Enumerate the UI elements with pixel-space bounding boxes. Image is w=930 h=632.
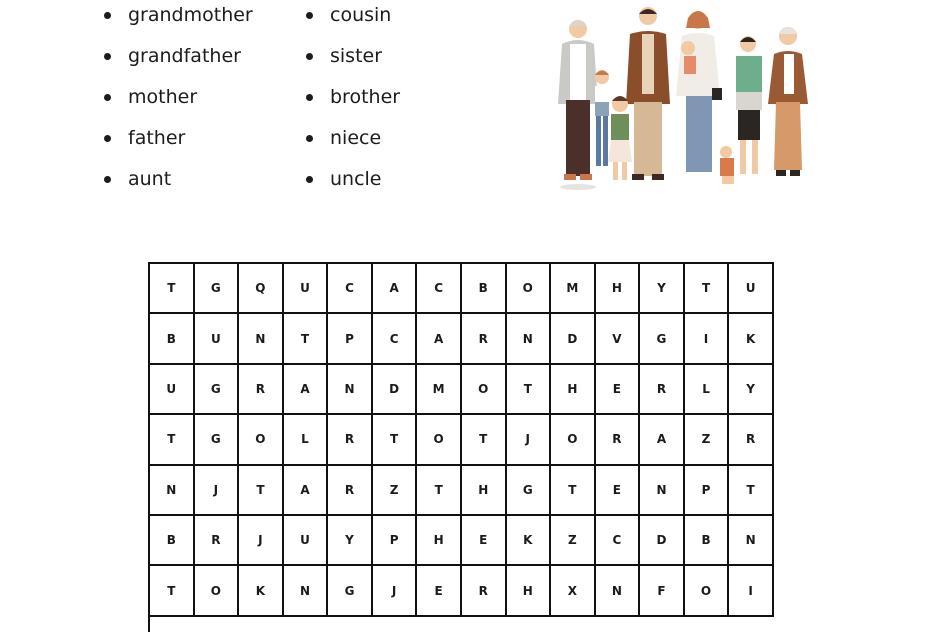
grid-cell: P (373, 516, 418, 566)
word-item (306, 2, 391, 28)
grid-cell: R (462, 566, 507, 616)
grid-cell: A (417, 314, 462, 364)
grid-cell: T (150, 415, 195, 465)
grid-cell: C (373, 314, 418, 364)
grid-cell: C (596, 516, 641, 566)
word-label: mother (128, 86, 198, 108)
grid-cell: D (373, 365, 418, 415)
bullet-icon (104, 176, 111, 183)
grid-cell: T (150, 566, 195, 616)
grid-cell: P (328, 314, 373, 364)
grid-cell: G (195, 365, 240, 415)
grid-cell: U (195, 314, 240, 364)
grid-cell: P (685, 466, 730, 516)
grid-cell: T (373, 415, 418, 465)
grid-cell: N (328, 365, 373, 415)
word-item (104, 84, 197, 110)
word-label: brother (330, 86, 401, 108)
grid-cell: T (685, 264, 730, 314)
grid-cell: K (507, 516, 552, 566)
grid-cell: H (462, 466, 507, 516)
grid-cell: T (729, 466, 774, 516)
grid-cell: T (462, 415, 507, 465)
word-item (104, 2, 253, 28)
grid-cell: T (507, 365, 552, 415)
grid-cell: G (195, 415, 240, 465)
word-label: aunt (128, 168, 172, 190)
grid-cell: O (239, 415, 284, 465)
grid-cell: C (417, 264, 462, 314)
grid-cell: J (507, 415, 552, 465)
grid-cell: U (150, 365, 195, 415)
grid-cell: B (685, 516, 730, 566)
grid-cell: Z (685, 415, 730, 465)
grandmother-figure-icon (768, 27, 808, 176)
grid-cell: H (507, 566, 552, 616)
word-label: father (128, 127, 186, 149)
grid-cell: E (417, 566, 462, 616)
grid-cell: Y (328, 516, 373, 566)
grid-cell: E (596, 466, 641, 516)
grid-cell: U (729, 264, 774, 314)
grid-cell: R (328, 466, 373, 516)
grid-cell: N (640, 466, 685, 516)
grid-cell: B (150, 314, 195, 364)
mother-figure-icon (676, 11, 722, 172)
grid-cell: A (284, 365, 329, 415)
grid-cell: L (685, 365, 730, 415)
grid-cell: K (239, 566, 284, 616)
grid-cell: H (551, 365, 596, 415)
grid-cell: I (685, 314, 730, 364)
grid-cell: G (640, 314, 685, 364)
grid-cell: O (462, 365, 507, 415)
grid-cell: N (507, 314, 552, 364)
teen-boy-figure-icon (736, 36, 762, 174)
grid-cell: N (729, 516, 774, 566)
bullet-icon (104, 53, 111, 60)
word-label: uncle (330, 168, 382, 190)
grandfather-figure-icon (558, 20, 598, 190)
bullet-icon (104, 135, 111, 142)
grid-cell: R (640, 365, 685, 415)
grid-cell: R (328, 415, 373, 465)
grid-cell: T (551, 466, 596, 516)
word-item (306, 125, 381, 151)
toddler-figure-icon (720, 146, 734, 184)
grid-cell: T (417, 466, 462, 516)
bullet-icon (306, 53, 313, 60)
word-label: sister (330, 45, 383, 67)
grid-cell: N (596, 566, 641, 616)
grid-cell: Z (551, 516, 596, 566)
bullet-icon (104, 94, 111, 101)
grid-cell: R (729, 415, 774, 465)
grid-cell: I (729, 566, 774, 616)
grid-cell: N (150, 466, 195, 516)
grid-cell: U (284, 516, 329, 566)
word-label: niece (330, 127, 382, 149)
grid-cell: R (596, 415, 641, 465)
grid-cell: Y (729, 365, 774, 415)
word-item (104, 125, 185, 151)
grid-cell: V (596, 314, 641, 364)
grid-cell: O (685, 566, 730, 616)
grid-cell: U (284, 264, 329, 314)
word-label: grandmother (128, 4, 253, 26)
bullet-icon (306, 176, 313, 183)
grid-cell: B (462, 264, 507, 314)
grid-cell: H (417, 516, 462, 566)
grid-cell: G (328, 566, 373, 616)
bullet-icon (306, 135, 313, 142)
grid-cell: A (373, 264, 418, 314)
grid-cell: B (150, 516, 195, 566)
grid-cell: M (551, 264, 596, 314)
grid-cell: N (284, 566, 329, 616)
grid-cell: G (195, 264, 240, 314)
father-figure-icon (626, 7, 670, 180)
grid-cell: T (150, 264, 195, 314)
grid-cell: T (239, 466, 284, 516)
grid-cell: K (729, 314, 774, 364)
grid-cell: J (195, 466, 240, 516)
grid-cell: Q (239, 264, 284, 314)
bullet-icon (104, 12, 111, 19)
word-label: grandfather (128, 45, 241, 67)
grid-cell: M (417, 365, 462, 415)
grid-cell: F (640, 566, 685, 616)
grid-cell: H (596, 264, 641, 314)
grid-cell: D (551, 314, 596, 364)
grid-cell: A (640, 415, 685, 465)
grid-cell: T (284, 314, 329, 364)
grid-cell: N (239, 314, 284, 364)
grid-cell: O (417, 415, 462, 465)
grid-cell: D (640, 516, 685, 566)
grid-cell: O (195, 566, 240, 616)
grid-cell: L (284, 415, 329, 465)
word-item (104, 43, 241, 69)
word-search-grid (148, 262, 774, 632)
girl-figure-icon (608, 96, 632, 180)
grid-cell: X (551, 566, 596, 616)
bullet-icon (306, 12, 313, 19)
grid-cell: O (551, 415, 596, 465)
grid-cell: J (373, 566, 418, 616)
boy-figure-icon (595, 70, 609, 166)
grid-cell: C (328, 264, 373, 314)
grid-cell: R (462, 314, 507, 364)
grid-cell: Z (373, 466, 418, 516)
grid-cell: R (239, 365, 284, 415)
grid-cell: E (596, 365, 641, 415)
word-label: cousin (330, 4, 392, 26)
word-item (306, 84, 400, 110)
word-item (306, 43, 382, 69)
grid-cell: O (507, 264, 552, 314)
bullet-icon (306, 94, 313, 101)
grid-cell: J (239, 516, 284, 566)
grid-cell: R (195, 516, 240, 566)
grid-cell: A (284, 466, 329, 516)
family-group-illustration (540, 2, 830, 194)
grid-cell: Y (640, 264, 685, 314)
grid-cell: G (507, 466, 552, 516)
word-item (306, 166, 382, 192)
word-item (104, 166, 171, 192)
grid-cell: E (462, 516, 507, 566)
